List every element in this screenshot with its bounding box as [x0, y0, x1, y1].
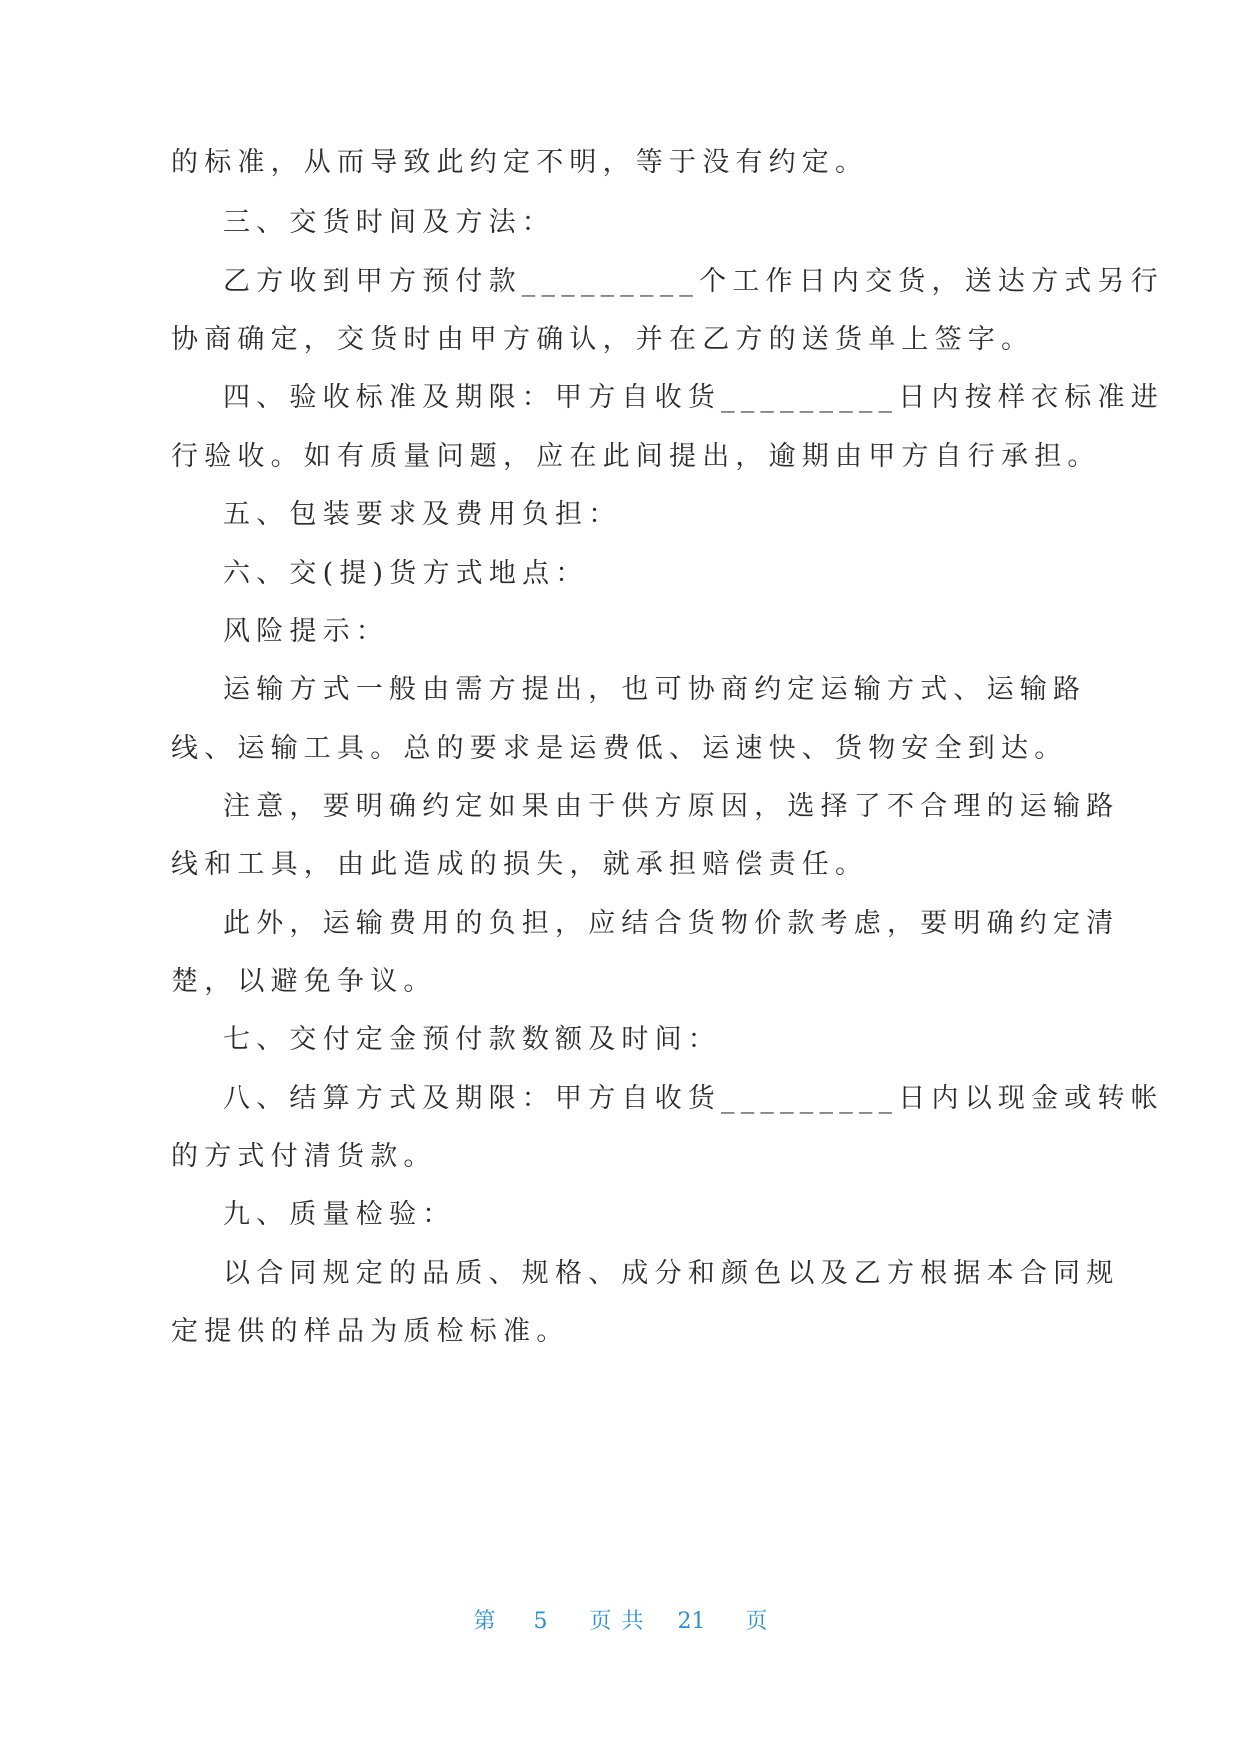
page-number: 5 [533, 1609, 548, 1634]
section-heading: 六、交(提)货方式地点： [223, 558, 589, 589]
total-pages: 21 [677, 1609, 706, 1634]
text-line: 以合同规定的品质、规格、成分和颜色以及乙方根据本合同规 [223, 1258, 1120, 1289]
text-line: 运输方式一般由需方提出，也可协商约定运输方式、运输路 [223, 674, 1087, 705]
page-suffix: 页 [745, 1609, 768, 1634]
text-line: 行验收。如有质量问题，应在此间提出，逾期由甲方自行承担。 [171, 441, 1101, 472]
text-line: 的方式付清货款。 [171, 1141, 437, 1172]
text-line: 八、结算方式及期限：甲方自收货_________日内以现金或转帐 [223, 1083, 1164, 1114]
text-line: 线和工具，由此造成的损失，就承担赔偿责任。 [171, 849, 869, 880]
text-line: 线、运输工具。总的要求是运费低、运速快、货物安全到达。 [171, 733, 1068, 764]
section-heading: 九、质量检验： [223, 1199, 456, 1230]
section-heading: 风险提示： [223, 616, 389, 647]
text-line: 的标准，从而导致此约定不明，等于没有约定。 [171, 147, 869, 178]
section-heading: 七、交付定金预付款数额及时间： [223, 1024, 721, 1055]
text-line: 楚，以避免争议。 [171, 966, 437, 997]
total-label: 页共 [589, 1609, 654, 1634]
text-line: 乙方收到甲方预付款_________个工作日内交货，送达方式另行 [223, 266, 1164, 297]
page-footer [0, 1604, 1241, 1635]
section-heading: 五、包装要求及费用负担： [223, 499, 622, 530]
section-heading: 三、交货时间及方法： [223, 207, 555, 238]
text-line: 协商确定，交货时由甲方确认，并在乙方的送货单上签字。 [171, 324, 1035, 355]
text-line: 四、验收标准及期限：甲方自收货_________日内按样衣标准进 [223, 382, 1164, 413]
page-label: 第 [473, 1609, 496, 1634]
text-line: 注意，要明确约定如果由于供方原因，选择了不合理的运输路 [223, 791, 1120, 822]
text-line: 定提供的样品为质检标准。 [171, 1316, 570, 1347]
text-line: 此外，运输费用的负担，应结合货物价款考虑，要明确约定清 [223, 908, 1120, 939]
